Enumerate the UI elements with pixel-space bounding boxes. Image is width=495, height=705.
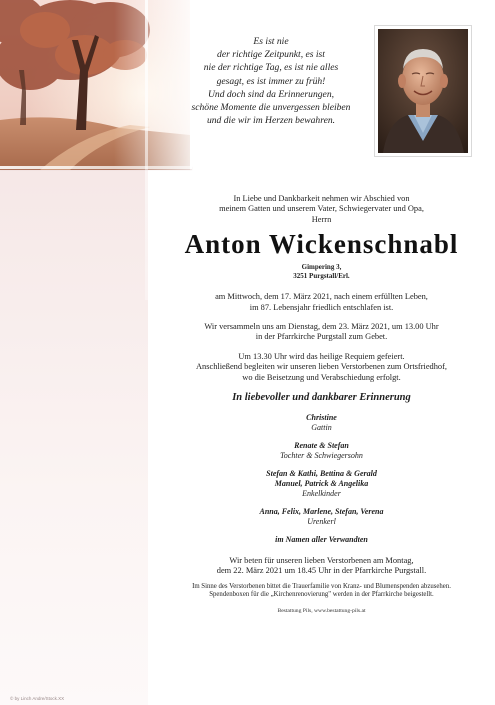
- mourner-group: [148, 469, 495, 498]
- intro-line: Herrn: [311, 214, 332, 224]
- deceased-name: Anton Wickenschnabl: [184, 229, 459, 260]
- requiem-notice-line: Um 13.30 Uhr wird das heilige Requiem gefeiert.: [238, 351, 405, 361]
- cross-horizontal-line: [0, 166, 192, 169]
- prayer-notice-line: in der Pfarrkirche Purgstall zum Gebet.: [255, 332, 388, 342]
- rosary-notice-line: dem 22. März 2021 um 18.45 Uhr in der Pfarrkirche Purgstall.: [216, 566, 427, 576]
- mourner-names: Stefan & Kathi, Bettina & Gerald: [266, 469, 377, 479]
- intro-line: In Liebe und Dankbarkeit nehmen wir Abschied von: [233, 194, 410, 203]
- poem-line: der richtige Zeitpunkt, es ist: [217, 49, 325, 61]
- death-notice-line: im 87. Lebensjahr friedlich entschlafen ist.: [249, 302, 394, 312]
- rosary-notice-line: Wir beten für unseren lieben Verstorbenen am Montag,: [229, 556, 414, 565]
- mourner-relation: Enkelkinder: [302, 488, 341, 498]
- poem: [176, 35, 366, 127]
- mourner-relation: Tochter & Schwiegersohn: [280, 450, 363, 460]
- poem-line: Es ist nie: [253, 36, 289, 47]
- address-line: Gimpering 3,: [301, 263, 342, 272]
- notice-body: [148, 194, 495, 615]
- portrait-photo: [374, 25, 472, 157]
- requiem-notice-line: wo die Beisetzung und Verabschiedung erfolgt.: [242, 372, 401, 382]
- mourner-group: [148, 507, 495, 526]
- intro-line: meinem Gatten und unserem Vater, Schwiegervater und Opa,: [219, 204, 424, 214]
- mourner-group: [148, 413, 495, 432]
- relatives-text: im Namen aller Verwandten: [275, 535, 368, 545]
- requiem-notice-line: Anschließend begleiten wir unseren lieben Verstorbenen zum Ortsfriedhof,: [195, 362, 447, 372]
- address: [148, 263, 495, 281]
- poem-line: und die wir im Herzen bewahren.: [206, 115, 336, 127]
- mourner-relation: Gattin: [311, 422, 332, 432]
- mourner-group: [148, 441, 495, 460]
- memory-heading: In liebevoller und dankbarer Erinnerung: [232, 392, 411, 404]
- mourner-names: Christine: [306, 413, 337, 423]
- mourner-relation: Urenkerl: [307, 516, 336, 526]
- autumn-tree-image: [0, 0, 190, 170]
- poem-line: Und doch sind da Erinnerungen,: [207, 88, 335, 100]
- address-line: 3251 Purgstall/Erl.: [293, 272, 350, 281]
- poem-line: gesagt, es ist immer zu früh!: [216, 75, 326, 87]
- poem-line: schöne Momente die unvergessen bleiben: [191, 102, 351, 114]
- mourner-names: Manuel, Patrick & Angelika: [274, 479, 369, 489]
- mourner-names: Anna, Felix, Marlene, Stefan, Verena: [259, 507, 384, 517]
- mourner-names: Renate & Stefan: [294, 441, 349, 451]
- poem-line: nie der richtige Tag, es ist nie alles: [203, 62, 339, 74]
- relatives-line: [148, 535, 495, 545]
- prayer-notice-line: Wir versammeln uns am Dienstag, dem 23. März 2021, um 13.00 Uhr: [204, 322, 439, 332]
- donation-notice-line: Im Sinne des Verstorbenen bittet die Trauerfamilie von Kranz- und Blumenspenden abzusehen.: [192, 582, 451, 590]
- donation-notice-line: Spendenboxen für die „Kirchenrenovierung" werden in der Pfarrkirche beigestellt.: [209, 591, 434, 599]
- image-credit: © by Linch Andre/Stock.XX: [10, 696, 65, 701]
- death-notice-line: am Mittwoch, dem 17. März 2021, nach einem erfüllten Leben,: [215, 292, 428, 302]
- funeral-home: Bestattung Pils, www.bestattung-pils.at: [277, 607, 366, 614]
